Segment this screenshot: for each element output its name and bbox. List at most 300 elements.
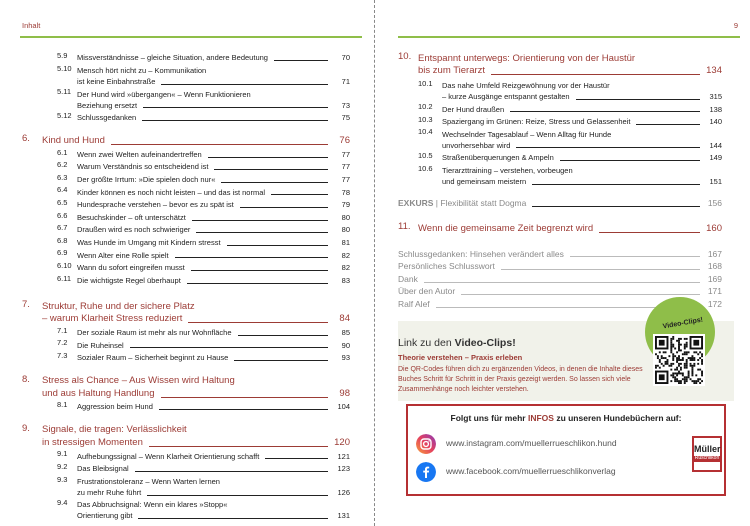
toc-entry-lines (77, 174, 350, 185)
toc-line (42, 387, 350, 400)
toc-entry-lines (398, 261, 722, 272)
toc-entry-lines (77, 237, 350, 248)
toc-page-number: 83 (341, 275, 350, 285)
toc-entry-lines (442, 103, 722, 114)
toc-entry-lines (42, 375, 350, 400)
toc-page-number: 98 (339, 387, 350, 399)
toc-rule (188, 322, 328, 323)
toc-entry-text: Der Hund wird »übergangen« – Wenn Funktionieren (77, 89, 251, 99)
toc-rule (491, 74, 700, 75)
toc-entry-lines (77, 149, 350, 160)
toc-entry-number: 9.4 (57, 498, 68, 508)
toc-subsection[interactable] (57, 149, 350, 160)
toc-subsection[interactable] (57, 199, 350, 210)
toc-entry-text: Beziehung ersetzt (77, 100, 138, 110)
toc-entry-text: Frustrationstoleranz – Wenn Warten lernen (77, 476, 220, 486)
toc-subsection[interactable] (418, 165, 722, 187)
toc-entry-text: Persönliches Schlusswort (398, 261, 495, 272)
toc-line (442, 176, 722, 187)
toc-entry-text: Sozialer Raum – Sicherheit beginnt zu Hause (77, 353, 229, 363)
toc-page-number: 134 (706, 65, 722, 77)
social-title (408, 414, 724, 424)
toc-backmatter[interactable] (398, 286, 722, 297)
toc-subsection[interactable] (57, 161, 350, 172)
toc-entry-text: Stress als Chance – Aus Wissen wird Haltung (42, 375, 235, 387)
toc-page-number: 131 (337, 511, 350, 521)
instagram-url[interactable]: www.instagram.com/muellerrueschlikon.hund (446, 438, 617, 449)
toc-backmatter[interactable] (398, 274, 722, 285)
section-header-label: Inhalt (22, 21, 41, 30)
toc-entry-lines (442, 80, 722, 102)
toc-rule (192, 220, 328, 221)
toc-page-number: 77 (341, 149, 350, 159)
toc-line (442, 116, 722, 127)
toc-page-number: 93 (341, 353, 350, 363)
toc-subsection[interactable] (57, 52, 350, 63)
toc-chapter[interactable] (398, 222, 722, 235)
toc-line (77, 463, 350, 474)
toc-entry-lines (77, 161, 350, 172)
toc-line (42, 300, 350, 313)
toc-entry-number: 11. (398, 221, 411, 233)
toc-entry-text: Wann du sofort eingreifen musst (77, 263, 185, 273)
toc-entry-text: zu mehr Ruhe führt (77, 487, 142, 497)
toc-rule (424, 282, 700, 283)
toc-rule (274, 60, 328, 61)
toc-line (77, 499, 350, 510)
social-title-highlight: INFOS (527, 413, 554, 423)
toc-line (77, 88, 350, 99)
toc-page-number: 81 (341, 238, 350, 248)
toc-entry-lines (418, 52, 722, 77)
toc-entry-text: Aufhebungssignal – Wenn Klarheit Orientierung schafft (77, 451, 260, 461)
toc-chapter[interactable] (22, 134, 350, 147)
toc-line (442, 128, 722, 139)
toc-entry-text: Das nahe Umfeld Reizgewöhnung vor der Haustür (442, 80, 610, 90)
toc-line (77, 476, 350, 487)
video-title-bold: Video-Clips! (454, 337, 516, 349)
toc-line (77, 249, 350, 260)
toc-line (77, 275, 350, 286)
toc-entry-lines (77, 199, 350, 210)
publisher-logo-sub: Rüschlikon (694, 455, 720, 462)
toc-entry-lines (77, 262, 350, 273)
toc-entry-lines (77, 450, 350, 461)
toc-subsection[interactable] (57, 450, 350, 461)
toc-page-number: 120 (334, 436, 350, 448)
toc-entry-text: Tierarzttraining – verstehen, vorbeugen (442, 165, 573, 175)
toc-subsection[interactable] (57, 186, 350, 197)
toc-rule (214, 169, 328, 170)
facebook-icon (416, 462, 436, 482)
toc-chapter[interactable] (398, 52, 722, 77)
toc-entry-number: 5.9 (57, 51, 68, 60)
video-subtitle: Theorie verstehen – Praxis erleben (398, 353, 523, 362)
toc-rule (111, 144, 328, 145)
header-rule (20, 36, 362, 38)
toc-page-number: 167 (707, 248, 722, 259)
publisher-logo-main: Müller (694, 444, 721, 454)
toc-entry-number: 6.3 (57, 172, 68, 182)
toc-entry-lines (398, 286, 722, 297)
toc-exkurs[interactable] (398, 198, 722, 209)
toc-entry-text: Schlussgedanken (77, 113, 137, 123)
toc-line (77, 224, 350, 235)
toc-page-number: 138 (709, 104, 722, 114)
toc-subsection[interactable] (57, 352, 350, 363)
toc-entry-text: Orientierung gibt (77, 511, 133, 521)
toc-line (77, 401, 350, 412)
toc-entry-lines (77, 224, 350, 235)
toc-page-number: 168 (707, 261, 722, 272)
social-box (406, 404, 726, 496)
toc-subsection[interactable] (57, 476, 350, 498)
toc-entry-text: Wenn Alter eine Rolle spielt (77, 250, 169, 260)
toc-line (77, 65, 350, 76)
toc-entry-text: bis zum Tierarzt (418, 65, 486, 77)
toc-entry-text: Ralf Alef (398, 298, 430, 309)
toc-entry-lines (77, 88, 350, 110)
toc-entry-lines (77, 186, 350, 197)
toc-entry-text: Über den Autor (398, 286, 456, 297)
toc-entry-lines (77, 212, 350, 223)
toc-rule (208, 157, 328, 158)
toc-entry-text: Die Ruheinsel (77, 340, 124, 350)
video-title-prefix: Link zu den (398, 337, 455, 349)
toc-entry-number: 6.7 (57, 223, 68, 233)
toc-subsection[interactable] (57, 224, 350, 235)
toc-entry-lines (42, 300, 350, 325)
page-number: 9 (733, 21, 738, 30)
toc-subsection[interactable] (418, 128, 722, 150)
instagram-icon (416, 434, 436, 454)
toc-page-number: 90 (341, 340, 350, 350)
toc-line (77, 186, 350, 197)
toc-entry-lines (398, 248, 722, 259)
toc-line (77, 76, 350, 87)
toc-entry-number: 6.9 (57, 248, 68, 258)
toc-line (77, 450, 350, 461)
toc-backmatter[interactable] (398, 248, 722, 259)
toc-subsection[interactable] (57, 249, 350, 260)
toc-entry-number: 5.12 (57, 110, 72, 120)
toc-rule (187, 283, 328, 284)
toc-entry-text: Hundesprache verstehen – bevor es zu spät ist (77, 200, 234, 210)
toc-page-number: 151 (709, 176, 722, 186)
toc-chapter[interactable] (22, 375, 350, 400)
toc-entry-text: Warum Verständnis so entscheidend ist (77, 162, 209, 172)
toc-entry-number: 10.3 (418, 114, 433, 124)
toc-entry-number: 6.6 (57, 210, 68, 220)
toc-line (42, 436, 350, 449)
toc-rule (196, 232, 328, 233)
toc-entry-lines (77, 499, 350, 521)
toc-entry-text: Struktur, Ruhe und der sichere Platz (42, 300, 195, 312)
toc-rule (221, 182, 328, 183)
toc-line (77, 327, 350, 338)
toc-rule (130, 347, 328, 348)
toc-entry-lines (418, 222, 722, 235)
toc-rule (159, 409, 328, 410)
toc-entry-text: Signale, die tragen: Verlässlichkeit (42, 424, 187, 436)
toc-entry-lines (442, 152, 722, 163)
toc-line (77, 237, 350, 248)
toc-entry-text: Das Abbruchsignal: Wenn ein klares »Stopp« (77, 500, 228, 510)
toc-line (442, 91, 722, 102)
toc-entry-number: 5.10 (57, 63, 72, 73)
toc-page-number: 77 (341, 162, 350, 172)
toc-entry-text: ist keine Einbahnstraße (77, 76, 156, 86)
toc-line (398, 261, 722, 272)
toc-entry-lines (77, 327, 350, 338)
toc-backmatter[interactable] (398, 261, 722, 272)
toc-line (77, 352, 350, 363)
toc-subsection[interactable] (57, 88, 350, 110)
toc-line (77, 112, 350, 123)
toc-entry-number: 8. (22, 373, 30, 385)
toc-subsection[interactable] (418, 152, 722, 163)
header-rule (398, 36, 740, 38)
toc-page-number: 78 (341, 187, 350, 197)
toc-subsection[interactable] (57, 275, 350, 286)
toc-entry-number: 6.5 (57, 197, 68, 207)
exkurs-separator: | (433, 198, 441, 209)
toc-page-number: 76 (339, 134, 350, 146)
right-page (378, 0, 750, 526)
toc-entry-number: 7.2 (57, 338, 68, 348)
toc-line (442, 80, 722, 91)
toc-page-number: 82 (341, 263, 350, 273)
toc-entry-number: 6.10 (57, 260, 72, 270)
toc-entry-text: Die wichtigste Regel überhaupt (77, 275, 181, 285)
toc-rule (175, 257, 328, 258)
exkurs-label: EXKURS (398, 198, 434, 209)
social-title-prefix: Folgt uns für mehr (450, 413, 528, 423)
toc-line (77, 161, 350, 172)
toc-line (77, 262, 350, 273)
toc-line (77, 487, 350, 498)
toc-chapter[interactable] (22, 424, 350, 449)
toc-entry-text (398, 199, 526, 209)
exkurs-title: Flexibilität statt Dogma (440, 198, 527, 209)
toc-rule (138, 518, 328, 519)
toc-rule (576, 99, 700, 100)
toc-rule (142, 120, 328, 121)
toc-rule (265, 458, 328, 459)
toc-page-number: 149 (709, 153, 722, 163)
toc-subsection[interactable] (418, 80, 722, 102)
toc-subsection[interactable] (57, 212, 350, 223)
toc-line (398, 274, 722, 285)
toc-entry-lines (442, 116, 722, 127)
toc-line (77, 149, 350, 160)
video-title (398, 337, 516, 349)
toc-line (42, 313, 350, 326)
toc-entry-text: Wenn die gemeinsame Zeit begrenzt wird (418, 222, 594, 234)
toc-rule (191, 270, 328, 271)
toc-line (442, 139, 722, 150)
toc-page-number: 71 (341, 76, 350, 86)
toc-entry-lines (398, 274, 722, 285)
toc-rule (271, 194, 328, 195)
toc-entry-lines (77, 112, 350, 123)
toc-rule (560, 160, 700, 161)
toc-page-number: 140 (709, 117, 722, 127)
toc-entry-lines (77, 352, 350, 363)
toc-entry-number: 6.8 (57, 235, 68, 245)
toc-line (42, 134, 350, 147)
toc-line (77, 174, 350, 185)
toc-subsection[interactable] (57, 262, 350, 273)
toc-rule (516, 147, 700, 148)
toc-chapter[interactable] (22, 300, 350, 325)
toc-entry-number: 7.3 (57, 350, 68, 360)
video-badge-label: Video-Clips! (662, 316, 704, 331)
toc-entry-lines (77, 249, 350, 260)
toc-line (442, 152, 722, 163)
toc-line (442, 165, 722, 176)
toc-line (398, 248, 722, 259)
instagram-link[interactable] (416, 434, 617, 454)
qr-code[interactable] (653, 334, 705, 386)
toc-rule (161, 84, 328, 85)
toc-entry-text: Besuchskinder – oft unterschätzt (77, 212, 186, 222)
toc-entry-text: Entspannt unterwegs: Orientierung von der Haustür (418, 52, 636, 64)
toc-entry-number: 6.2 (57, 160, 68, 170)
toc-subsection[interactable] (57, 65, 350, 87)
toc-subsection[interactable] (418, 116, 722, 127)
toc-entry-number: 10. (398, 51, 412, 62)
toc-entry-lines (77, 401, 350, 412)
toc-line (418, 222, 722, 235)
toc-entry-number: 8.1 (57, 400, 68, 410)
toc-rule (599, 232, 700, 233)
toc-entry-text: Wechselnder Tagesablauf – Wenn Alltag für Hunde (442, 129, 612, 139)
toc-page-number: 156 (707, 198, 722, 209)
toc-entry-text: Kinder können es noch nicht leisten – und das ist normal (77, 187, 266, 197)
toc-line (77, 52, 350, 63)
toc-subsection[interactable] (57, 463, 350, 474)
toc-entry-lines (442, 165, 722, 187)
toc-rule (532, 206, 700, 207)
social-title-suffix: zu unseren Hundebüchern auf: (553, 413, 682, 423)
toc-page-number: 104 (337, 402, 350, 412)
toc-entry-text: – warum Klarheit Stress reduziert (42, 313, 183, 325)
toc-subsection[interactable] (57, 174, 350, 185)
toc-entry-text: in stressigen Momenten (42, 436, 143, 448)
toc-line (42, 424, 350, 437)
toc-page-number: 80 (341, 225, 350, 235)
toc-entry-number: 5.11 (57, 87, 72, 97)
toc-entry-text: Wenn zwei Welten aufeinandertreffen (77, 149, 202, 159)
toc-subsection[interactable] (57, 327, 350, 338)
toc-entry-number: 7.1 (57, 325, 68, 335)
toc-entry-text: Spaziergang im Grünen: Reize, Stress und Gelassenheit (442, 117, 631, 127)
toc-entry-text: Aggression beim Hund (77, 402, 153, 412)
toc-rule (227, 245, 328, 246)
toc-entry-text: Schlussgedanken: Hinsehen verändert alles (398, 248, 564, 259)
toc-entry-number: 9. (22, 422, 30, 434)
toc-line (77, 199, 350, 210)
toc-rule (636, 124, 700, 125)
toc-entry-number: 6.11 (57, 273, 72, 283)
toc-line (398, 286, 722, 297)
toc-line (398, 198, 722, 209)
toc-page-number: 171 (707, 286, 722, 297)
toc-rule (147, 495, 328, 496)
toc-entry-number: 10.1 (418, 78, 433, 88)
toc-subsection[interactable] (57, 237, 350, 248)
toc-line (42, 375, 350, 388)
toc-page-number: 172 (707, 298, 722, 309)
toc-entry-lines (42, 424, 350, 449)
toc-entry-lines (77, 275, 350, 286)
toc-entry-text: Das Bleibsignal (77, 464, 129, 474)
toc-subsection[interactable] (57, 339, 350, 350)
toc-entry-lines (77, 65, 350, 87)
toc-entry-text: Kind und Hund (42, 134, 105, 146)
toc-entry-text: Was Hunde im Umgang mit Kindern stresst (77, 238, 221, 248)
toc-entry-text: unvorhersehbar wird (442, 140, 511, 150)
toc-entry-text: Der soziale Raum ist mehr als nur Wohnfläche (77, 328, 232, 338)
toc-subsection[interactable] (418, 103, 722, 114)
toc-entry-text: und gemeinsam meistern (442, 176, 527, 186)
toc-page-number: 79 (341, 200, 350, 210)
toc-entry-number: 9.2 (57, 461, 68, 471)
toc-entry-text: Der größte Irrtum: »Die spielen doch nur« (77, 175, 216, 185)
toc-rule (149, 446, 328, 447)
toc-line (442, 103, 722, 114)
toc-entry-lines (442, 128, 722, 150)
toc-entry-number: 9.3 (57, 474, 68, 484)
toc-line (418, 65, 722, 78)
toc-entry-number: 6.1 (57, 147, 68, 157)
toc-subsection[interactable] (57, 112, 350, 123)
toc-rule (161, 397, 328, 398)
toc-rule (238, 335, 328, 336)
qr-code-pattern (655, 336, 703, 384)
toc-page-number: 80 (341, 212, 350, 222)
publisher-logo (692, 436, 722, 472)
toc-entry-number: 7. (22, 299, 30, 311)
toc-entry-text: und aus Haltung Handlung (42, 387, 155, 399)
toc-line (77, 339, 350, 350)
toc-entry-text: Dank (398, 273, 418, 284)
toc-entry-number: 10.6 (418, 163, 433, 173)
toc-entry-text: – kurze Ausgänge entspannt gestalten (442, 91, 570, 101)
toc-rule (510, 111, 700, 112)
toc-page-number: 315 (709, 91, 722, 101)
toc-subsection[interactable] (57, 401, 350, 412)
page-divider (374, 0, 375, 526)
toc-rule (143, 107, 328, 108)
toc-entry-text: Straßenüberquerungen & Ampeln (442, 153, 554, 163)
toc-rule (570, 256, 700, 257)
toc-subsection[interactable] (57, 499, 350, 521)
toc-rule (532, 184, 700, 185)
toc-entry-text: Draußen wird es noch schwieriger (77, 225, 191, 235)
toc-page-number: 160 (706, 222, 722, 234)
toc-entry-number: 6.4 (57, 185, 68, 195)
toc-page-number: 123 (337, 464, 350, 474)
facebook-link[interactable] (416, 462, 616, 482)
toc-line (77, 212, 350, 223)
toc-page-number: 82 (341, 250, 350, 260)
toc-page-number: 77 (341, 175, 350, 185)
facebook-url[interactable]: www.facebook.com/muellerrueschlikonverlag (446, 466, 616, 477)
toc-entry-number: 10.4 (418, 127, 433, 137)
toc-entry-number: 6. (22, 133, 30, 145)
